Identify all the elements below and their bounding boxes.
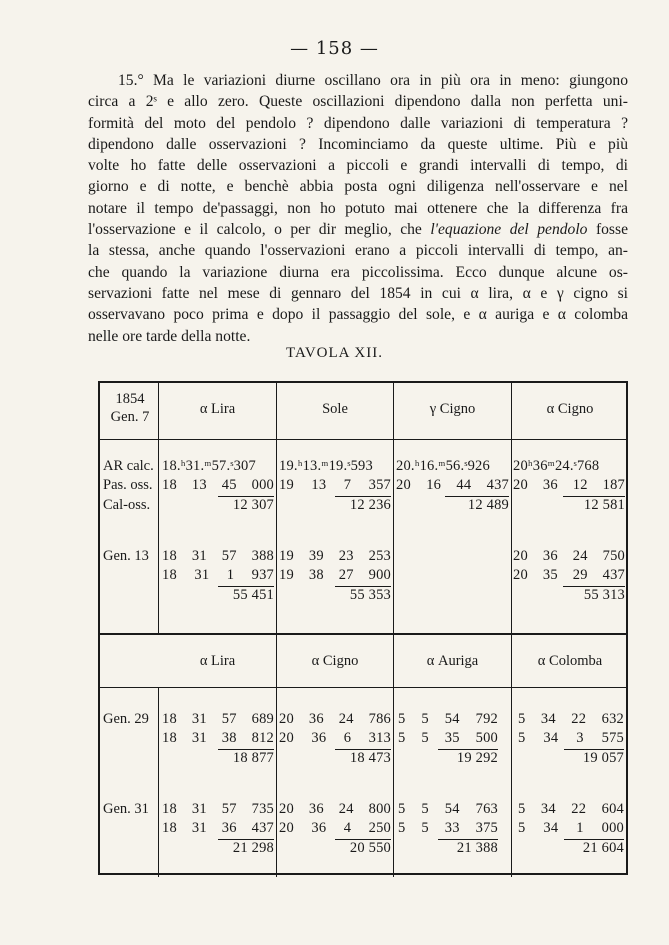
difference-cell: 21 388 [438, 839, 498, 857]
text-line: circa a 2ˢ e allo zero. Queste oscillazioni dipendono dalla non perfetta uni- [88, 93, 628, 111]
text-line: la stessa, anche quando l'osservazioni erano a piccoli intervalli di tempo, an- [88, 242, 628, 260]
text-line: osservavano poco prima e dopo il passaggio del sole, e α auriga e α colomba [88, 306, 628, 324]
value-cell: 18 31 57 388 [162, 548, 274, 564]
text-line: volte ho fatte delle osservazioni a piccoli e grandi intervalli di tempo, di [88, 157, 628, 175]
value-cell: 18 31 57 689 [162, 711, 274, 727]
difference-cell: 18 473 [335, 749, 391, 767]
difference-cell: 12 581 [563, 496, 625, 514]
value-cell: 18.ʰ31.ᵐ57.ˢ307 [162, 458, 256, 474]
column-header: α Lira [199, 401, 236, 417]
value-cell: 20 16 44 437 [396, 477, 509, 493]
difference-cell: 12 489 [445, 496, 509, 514]
value-cell: 20 36 12 187 [513, 477, 625, 493]
difference-cell: 19 057 [564, 749, 624, 767]
table-rule [100, 633, 626, 635]
data-table [98, 381, 628, 875]
value-cell: 20 36 24 786 [279, 711, 391, 727]
value-cell: 5 5 35 500 [398, 730, 498, 746]
difference-cell: 12 236 [335, 496, 391, 514]
value-cell: 19.ʰ13.ᵐ19.ˢ593 [279, 458, 373, 474]
value-cell: 18 31 1 937 [162, 567, 274, 583]
value-cell: 5 5 54 792 [398, 711, 498, 727]
text-line: nelle ore tarde della notte. [88, 327, 251, 345]
value-cell: 18 13 45 000 [162, 477, 274, 493]
text-line: formità del moto del pendolo ? dipendono dalle variazioni di temperatura ? [88, 114, 628, 132]
difference-cell: 55 451 [218, 586, 274, 604]
value-cell: 5 34 3 575 [518, 730, 624, 746]
value-cell: 20ʰ36ᵐ24.ˢ768 [513, 458, 600, 474]
text-line: giorno e di notte, e benchè abbia posta ogni diligenza nell'osservare e nel [88, 178, 628, 196]
row-label: Cal-oss. [103, 497, 151, 513]
table-rule [100, 687, 626, 688]
value-cell: 20.ʰ16.ᵐ56.ˢ926 [396, 458, 490, 474]
value-cell: 20 36 24 750 [513, 548, 625, 564]
value-cell: 19 13 7 357 [279, 477, 391, 493]
row-label: Pas. oss. [103, 477, 153, 493]
corner-date: Gen. 7 [110, 409, 150, 425]
value-cell: 19 39 23 253 [279, 548, 391, 564]
emphasis-text: l'equazione del pendolo [430, 221, 588, 239]
text-line: l'osservazione e il calcolo, o per dir meglio, che l'equazione del pendolo fosse [88, 221, 628, 239]
value-cell: 18 31 38 812 [162, 730, 274, 746]
difference-cell: 18 877 [218, 749, 274, 767]
column-rule [511, 383, 512, 633]
text-line: notare il tempo de'passaggi, non ho potuto mai ottenere che la differenza fra [88, 199, 628, 217]
difference-cell: 19 292 [438, 749, 498, 767]
row-label: AR calc. [103, 458, 154, 474]
column-rule [158, 687, 159, 877]
body-paragraph [88, 70, 628, 347]
value-cell: 19 38 27 900 [279, 567, 391, 583]
column-rule [393, 383, 394, 633]
value-cell: 5 34 22 632 [518, 711, 624, 727]
text-line: dipendono dalle osservazioni ? Incominciamo da queste ultime. Più e più [88, 135, 628, 153]
value-cell: 5 5 54 763 [398, 801, 498, 817]
table-title: TAVOLA XII. [285, 345, 383, 361]
corner-year: 1854 [115, 391, 145, 407]
column-header: α Auriga [426, 653, 479, 669]
text-line: 15.° Ma le variazioni diurne oscillano ora in più ora in meno: giungono [118, 72, 628, 89]
value-cell: 20 36 4 250 [279, 820, 391, 836]
difference-cell: 55 353 [335, 586, 391, 604]
text-line: che quando la variazione diurna era piccolissima. Ecco dunque alcune os- [88, 263, 628, 281]
row-label: Gen. 13 [103, 548, 149, 564]
value-cell: 5 34 22 604 [518, 801, 624, 817]
value-cell: 20 36 6 313 [279, 730, 391, 746]
value-cell: 18 31 36 437 [162, 820, 274, 836]
column-header: γ Cigno [429, 401, 476, 417]
table-rule [100, 439, 626, 440]
column-header: α Cigno [546, 401, 594, 417]
value-cell: 18 31 57 735 [162, 801, 274, 817]
column-rule [276, 383, 277, 633]
row-label: Gen. 29 [103, 711, 149, 727]
row-label: Gen. 31 [103, 801, 149, 817]
value-cell: 20 35 29 437 [513, 567, 625, 583]
difference-cell: 12 307 [218, 496, 274, 514]
difference-cell: 21 604 [564, 839, 624, 857]
column-header: α Lira [199, 653, 236, 669]
page-number: — 158 — [290, 38, 379, 59]
value-cell: 5 34 1 000 [518, 820, 624, 836]
difference-cell: 20 550 [335, 839, 391, 857]
column-header: α Cigno [311, 653, 359, 669]
difference-cell: 55 313 [563, 586, 625, 604]
text-line: servazioni fatte nel mese di gennaro del 1854 in cui α lira, α e γ cigno si [88, 284, 628, 302]
column-rule [158, 383, 159, 633]
value-cell: 5 5 33 375 [398, 820, 498, 836]
value-cell: 20 36 24 800 [279, 801, 391, 817]
column-header: Sole [322, 401, 348, 417]
difference-cell: 21 298 [218, 839, 274, 857]
column-header: α Colomba [537, 653, 603, 669]
